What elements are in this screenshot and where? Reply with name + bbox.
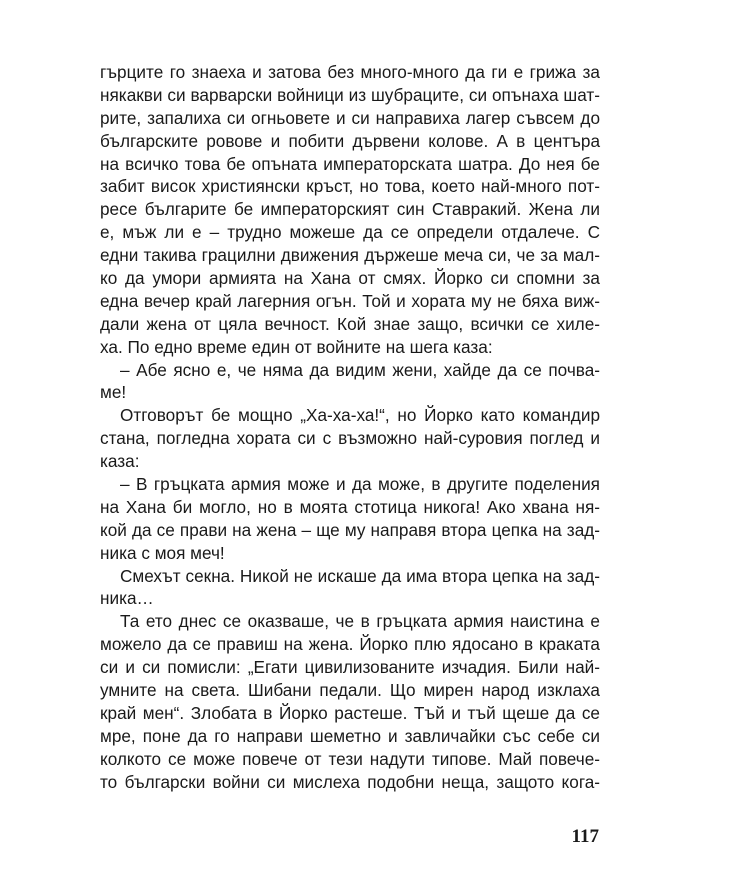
dialogue-line: – Абе ясно е, че няма да видим жени, хайде да се почва- [120, 359, 600, 380]
paragraph-start-line: Отговорът бе мощно „Ха-ха-ха!“, но Йорко като командир [120, 405, 600, 426]
text-line: ко да умори армията на Хана от смях. Йорко си спомни за [100, 268, 600, 289]
text-line: мре, поне да го направи шеметно и завличайки със себе си [100, 725, 600, 746]
text-line: на всичко това бе опъната императорската шатра. До нея бе [100, 153, 600, 174]
text-line: стана, погледна хората си с възможно най-суровия поглед и [100, 428, 600, 449]
text-line: умните на света. Шибани педали. Що мирен народ изклаха [100, 680, 600, 701]
text-line: ха. По едно време един от войните на шега каза: [100, 336, 493, 357]
text-line: ме! [100, 382, 127, 403]
text-line: ресе българите бе императорският син Ставракий. Жена ли [100, 199, 600, 220]
text-line: на Хана би могло, но в моята стотица никога! Ако хвана ня- [100, 496, 600, 517]
body-text [100, 61, 600, 794]
text-line: българските ровове и побити дървени колове. А в центъра [100, 130, 600, 151]
page-number: 117 [571, 826, 599, 847]
paragraph-start-line: Смехът секна. Никой не искаше да има втора цепка на зад- [120, 565, 600, 586]
dialogue-line: – В гръцката армия може и да може, в другите поделения [120, 474, 600, 495]
text-line: някакви си варварски войници из шубраците, си опънаха шат- [100, 84, 600, 105]
text-line: край мен“. Злобата в Йорко растеше. Тъй и тъй щеше да се [100, 702, 600, 723]
text-line: дали жена от цяла вечност. Кой знае защо, всички се хиле- [100, 313, 600, 334]
text-line: рите, запалиха си огньовете и си направиха лагер съвсем до [100, 107, 600, 128]
text-line: е, мъж ли е – трудно можеше да се определи отдалече. С [100, 222, 600, 243]
text-line: можело да се правиш на жена. Йорко плю ядосано в краката [100, 634, 600, 655]
text-line: една вечер край лагерния огън. Той и хората му не бяха виж- [100, 290, 600, 311]
text-line: кой да се прави на жена – ще му направя втора цепка на зад- [100, 519, 600, 540]
text-line: едни такива грацилни движения държеше меча си, че за мал- [100, 245, 600, 266]
text-line: ника с моя меч! [100, 542, 225, 563]
text-line: забит висок християнски кръст, но това, което най-много пот- [100, 176, 600, 197]
text-line: гърците го знаеха и затова без много-много да ги е грижа за [100, 62, 600, 82]
text-line: колкото се може повече от тези надути типове. Май повече- [100, 748, 600, 769]
text-line: то български войни си мислеха подобни неща, защото кога- [100, 771, 600, 792]
text-line: си и си помисли: „Егати цивилизованите изчадия. Били най- [100, 657, 600, 678]
paragraph-start-line: Та ето днес се оказваше, че в гръцката армия наистина е [120, 611, 600, 632]
text-line: ника… [100, 588, 154, 609]
text-line: каза: [100, 451, 140, 472]
